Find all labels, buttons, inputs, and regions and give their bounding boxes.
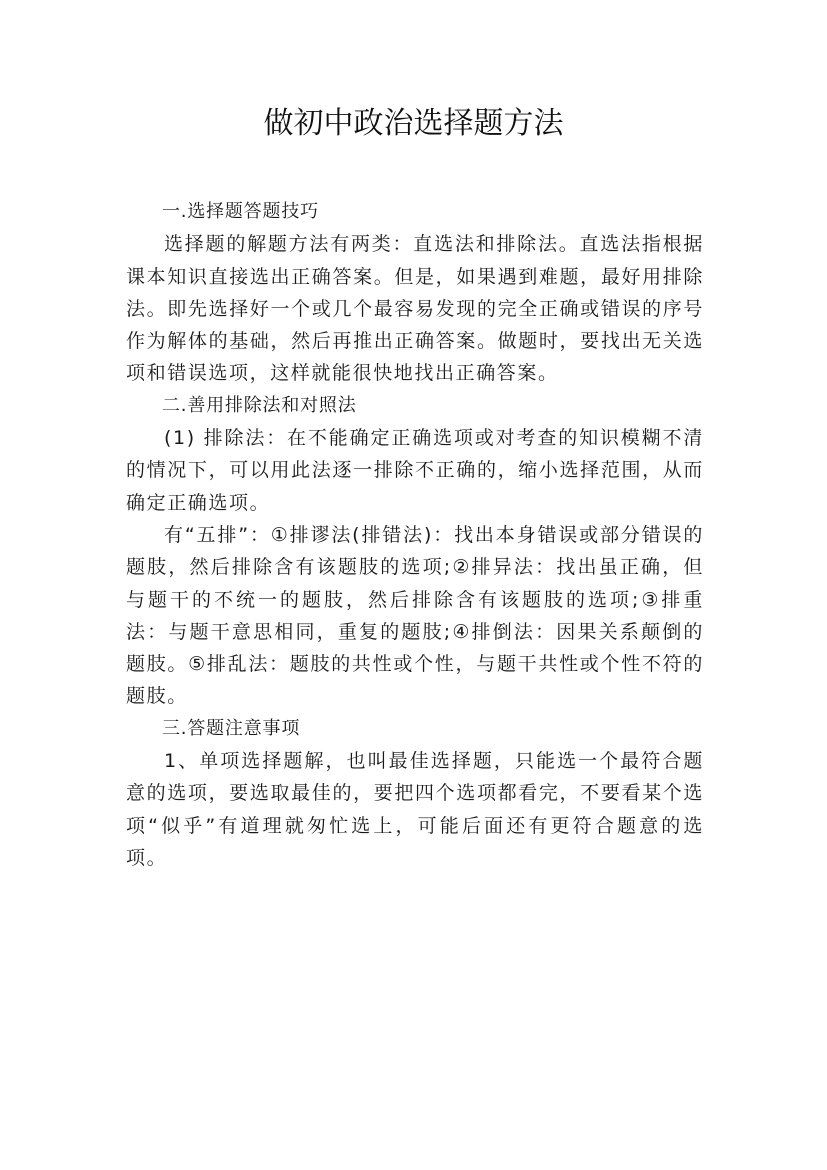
paragraph-2: (1) 排除法：在不能确定正确选项或对考查的知识模糊不清的情况下，可以用此法逐一排除不正确的，缩小选择范围，从而确定正确选项。 (126, 427, 704, 514)
paragraph-1: 选择题的解题方法有两类：直选法和排除法。直选法指根据课本知识直接选出正确答案。但是，如果遇到难题，最好用排除法。即先选择好一个或几个最容易发现的完全正确或错误的序号作为解体的基础，然后再推出正确答案。做题时，要找出无关选项和错误选项，这样就能很快地找出正确答案。 (126, 233, 704, 385)
paragraph-4: 1、单项选择题解，也叫最佳选择题，只能选一个最符合题意的选项，要选取最佳的，要把四个选项都看完，不要看某个选项“似乎”有道理就匆忙选上，可能后面还有更符合题意的选项。 (126, 750, 704, 869)
paragraph-3: 有“五排”：①排谬法(排错法)：找出本身错误或部分错误的题肢，然后排除含有该题肢的选项;②排异法：找出虽正确，但与题干的不统一的题肢，然后排除含有该题肢的选项;③排重法：与题干意思相同，重复的题肢;④排倒法：因果关系颠倒的题肢。⑤排乱法：题肢的共性或个性，与题干共性或个性不符的题肢。 (126, 523, 704, 708)
document-title: 做初中政治选择题方法 (263, 106, 564, 141)
section-heading-2: 二.善用排除法和对照法 (162, 394, 357, 416)
section-heading-1: 一.选择题答题技巧 (162, 201, 319, 222)
section-heading-3: 三.答题注意事项 (162, 717, 301, 739)
document-body (126, 196, 704, 874)
